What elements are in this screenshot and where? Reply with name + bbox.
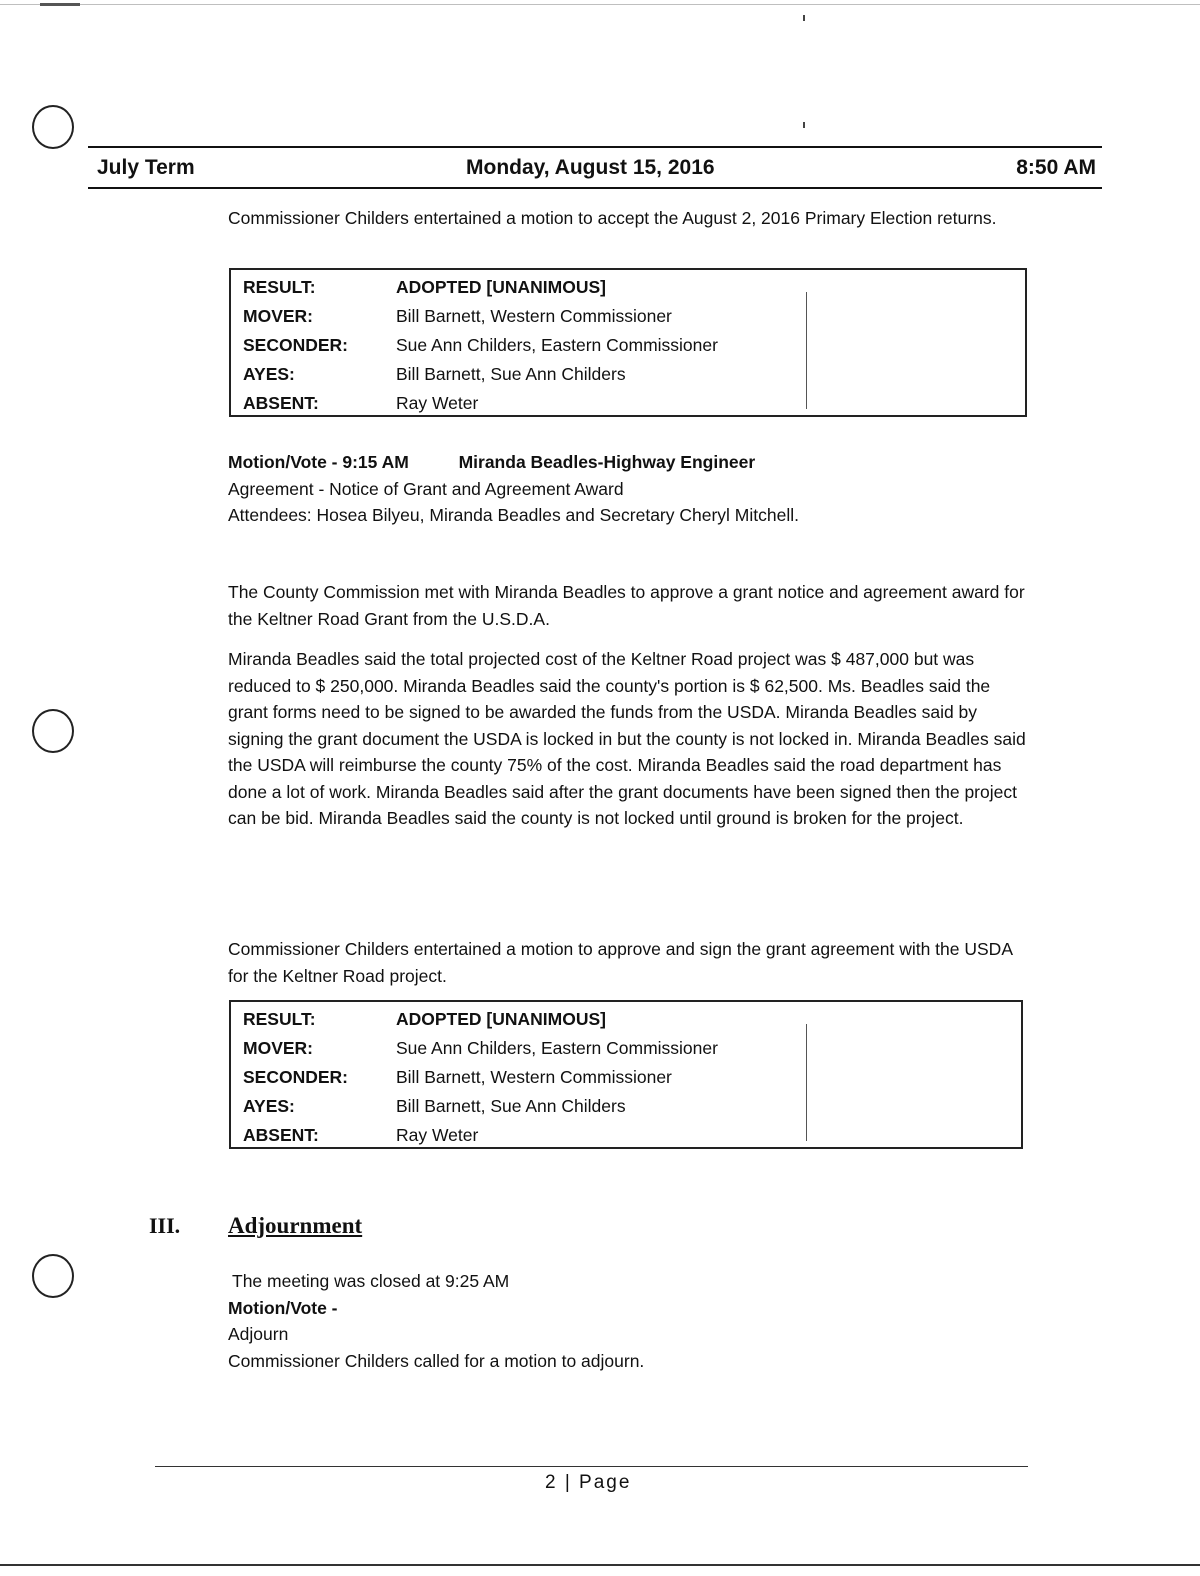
vote-label: RESULT: xyxy=(243,1009,316,1029)
item-heading-name: Miranda Beadles-Highway Engineer xyxy=(458,452,756,472)
item-agreement: Agreement - Notice of Grant and Agreement Award xyxy=(228,478,624,499)
vote-row-seconder xyxy=(231,1063,1021,1092)
footer-rule xyxy=(155,1466,1028,1467)
vote-row-result xyxy=(231,1005,1021,1034)
vote-value: Bill Barnett, Sue Ann Childers xyxy=(396,364,626,384)
vote-value: Bill Barnett, Western Commissioner xyxy=(396,306,672,326)
adjourn-motion-label: Motion/Vote - xyxy=(228,1297,338,1318)
vote-row-ayes xyxy=(231,1092,1021,1121)
punch-hole-middle xyxy=(32,709,74,753)
punch-hole-bottom xyxy=(32,1254,74,1298)
item-attendees: Attendees: Hosea Bilyeu, Miranda Beadles and Secretary Cheryl Mitchell. xyxy=(228,505,799,525)
agenda-item xyxy=(228,449,1028,529)
vote-row-absent xyxy=(231,389,1025,418)
vote-label: SECONDER: xyxy=(243,1067,349,1087)
top-edge-mark xyxy=(40,3,80,6)
header-rule-top xyxy=(88,146,1102,148)
page-number: 2 | Page xyxy=(545,1472,632,1493)
vote-value: Ray Weter xyxy=(396,1125,479,1145)
header-rule-bottom xyxy=(88,187,1102,189)
vote-row-mover xyxy=(231,1034,1021,1063)
section-number: III. xyxy=(149,1213,181,1238)
adjourn-call: Commissioner Childers called for a motion to adjourn. xyxy=(228,1350,645,1371)
motion1-text: Commissioner Childers entertained a motion to accept the August 2, 2016 Primary Election returns. xyxy=(228,208,997,228)
vote-table-divider xyxy=(806,292,807,409)
bottom-edge-rule xyxy=(0,1564,1200,1566)
vote-label: SECONDER: xyxy=(243,335,349,355)
vote-table-divider xyxy=(806,1024,807,1141)
vote-label: ABSENT: xyxy=(243,1125,319,1145)
vote-label: MOVER: xyxy=(243,1038,313,1058)
vote-value: Sue Ann Childers, Eastern Commissioner xyxy=(396,335,718,355)
scan-speck xyxy=(803,122,805,128)
adjournment-body xyxy=(228,1268,1028,1374)
header-time: 8:50 AM xyxy=(1016,156,1096,179)
adjourn-item: Adjourn xyxy=(228,1324,289,1344)
vote-table-1 xyxy=(229,268,1027,417)
vote-table-2 xyxy=(229,1000,1023,1149)
vote-value: ADOPTED [UNANIMOUS] xyxy=(396,1009,606,1029)
vote-label: RESULT: xyxy=(243,277,316,297)
header-term: July Term xyxy=(97,156,195,179)
item-heading-time: Motion/Vote - 9:15 AM xyxy=(228,452,409,472)
vote-row-absent xyxy=(231,1121,1021,1150)
meeting-closed: The meeting was closed at 9:25 AM xyxy=(232,1271,510,1291)
top-edge-rule xyxy=(0,4,1200,5)
vote-value: Bill Barnett, Western Commissioner xyxy=(396,1067,672,1087)
item-paragraph-2: Miranda Beadles said the total projected cost of the Keltner Road project was $ 487,000 but was reduced to $ 250,000. Miranda Beadles said the county's portion is $ 62,500. Ms. Beadles said the grant forms need to be signed to be awarded the funds from the USDA. Miranda Beadles said by signing the grant document the USDA is locked in but the county is not locked in. Miranda Beadles said the USDA will reimburse the county 75% of the cost. Miranda Beadles said the road department has done a lot of work. Miranda Beadles said after the grant documents have been signed then the project can be bid. Miranda Beadles said the county is not locked until ground is broken for the project. xyxy=(228,649,1026,828)
vote-row-ayes xyxy=(231,360,1025,389)
item-paragraph-1: The County Commission met with Miranda Beadles to approve a grant notice and agreement award for the Keltner Road Grant from the U.S.D.A. xyxy=(228,582,1025,629)
scan-speck xyxy=(803,15,805,21)
vote-label: ABSENT: xyxy=(243,393,319,413)
punch-hole-top xyxy=(32,105,74,149)
motion2-text: Commissioner Childers entertained a motion to approve and sign the grant agreement with the USDA for the Keltner Road project. xyxy=(228,939,1013,986)
header-date: Monday, August 15, 2016 xyxy=(466,156,715,179)
section-title: Adjournment xyxy=(228,1213,363,1238)
vote-row-seconder xyxy=(231,331,1025,360)
vote-value: Sue Ann Childers, Eastern Commissioner xyxy=(396,1038,718,1058)
vote-label: AYES: xyxy=(243,1096,295,1116)
vote-row-result xyxy=(231,273,1025,302)
vote-label: MOVER: xyxy=(243,306,313,326)
vote-value: Bill Barnett, Sue Ann Childers xyxy=(396,1096,626,1116)
vote-value: Ray Weter xyxy=(396,393,479,413)
vote-label: AYES: xyxy=(243,364,295,384)
vote-value: ADOPTED [UNANIMOUS] xyxy=(396,277,606,297)
vote-row-mover xyxy=(231,302,1025,331)
